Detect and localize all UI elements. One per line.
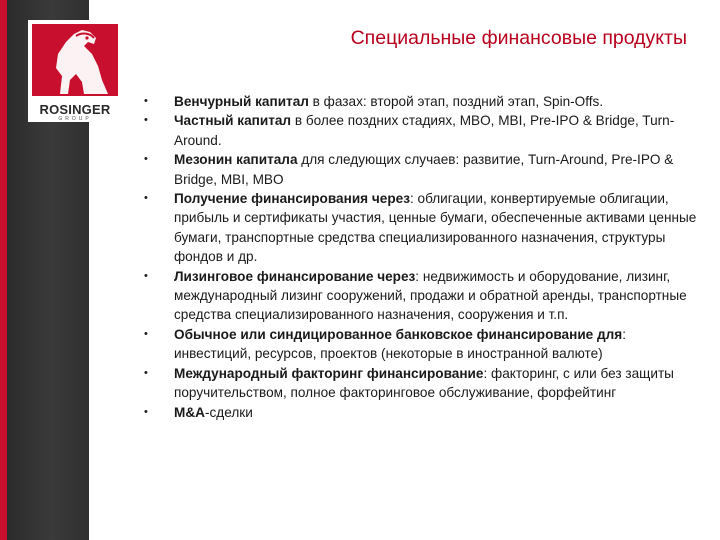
bullet-icon: • [144, 366, 148, 379]
list-item [140, 403, 700, 422]
item-term: M&A [174, 404, 205, 420]
product-list [140, 92, 700, 422]
item-term: Обычное или синдицированное банковское финансирование для [174, 326, 623, 342]
item-description: : облигации, конвертируемые облигации, прибыль и сертификаты участия, ценные бумаги, обеспеченные активами ценные бумаги, транспортные средства специализированного назначения, структуры фондов и др. [174, 191, 697, 265]
item-description: для следующих случаев: развитие, Turn-Around, Pre-IPO & Bridge, MBI, MBO [174, 152, 674, 187]
list-item [140, 92, 700, 111]
item-term: Венчурный капитал [174, 94, 309, 109]
item-description: : факторинг, с или без защиты поручительством, полное факторинговое обслуживание, форфейтинг [174, 365, 674, 401]
bullet-icon: • [144, 405, 148, 418]
list-item [140, 150, 700, 189]
slide-title: Специальные финансовые продукты [350, 27, 687, 49]
item-description: : недвижимость и оборудование, лизинг, международный лизинг сооружений, продажи и обратной аренды, транспортные средства специализированного назначения, сооружения и т.п. [174, 268, 687, 323]
logo-name: ROSINGER [39, 102, 111, 117]
item-term: Международный факторинг финансирование [174, 365, 484, 381]
item-description: : инвестиций, ресурсов, проектов (некоторые в иностранной валюте) [174, 326, 626, 362]
item-term: Лизинговое финансирование через [174, 268, 416, 284]
list-item [140, 325, 700, 364]
logo-subtitle: GROUP [58, 116, 92, 122]
bullet-icon: • [144, 327, 148, 340]
item-description: в фазах: второй этап, поздний этап, Spin-Offs. [308, 94, 604, 109]
list-item [140, 364, 700, 403]
item-term: Частный капитал [174, 113, 292, 129]
bullet-icon: • [144, 114, 148, 127]
left-accent-bar [0, 0, 7, 540]
bullet-icon: • [144, 192, 148, 205]
item-term: Получение финансирования через [174, 191, 410, 207]
item-description: -сделки [204, 404, 253, 420]
list-item [140, 111, 700, 150]
horse-emblem-icon [32, 24, 118, 96]
bullet-icon: • [144, 269, 148, 282]
list-item [140, 189, 700, 267]
bullet-icon: • [144, 95, 148, 107]
item-description: в более поздних стадиях, MBO, MBI, Pre-IPO & Bridge, Turn-Around. [174, 113, 675, 148]
list-item [140, 267, 700, 325]
bullet-icon: • [144, 153, 148, 166]
rosinger-logo [28, 20, 122, 122]
item-term: Мезонин капитала [174, 152, 298, 168]
